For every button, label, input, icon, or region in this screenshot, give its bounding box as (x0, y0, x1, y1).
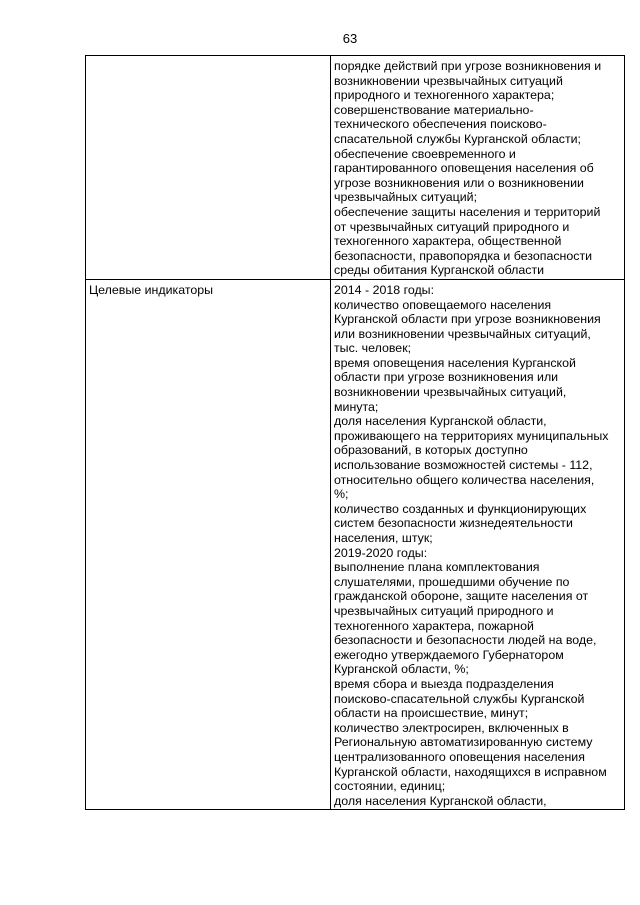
text-line: количество созданных и функционирующих (334, 501, 587, 516)
text-line: 2014 - 2018 годы: (334, 282, 435, 297)
text-line: состоянии, единиц; (334, 779, 446, 794)
text-line: использование возможностей системы - 112, (334, 458, 593, 473)
text-line: доля населения Курганской области, (334, 414, 547, 429)
text-line: %; (334, 487, 349, 502)
text-line: техногенного характера, пожарной (334, 618, 534, 633)
row-content-cell (331, 56, 625, 280)
text-line: ежегодно утверждаемого Губернатором (334, 647, 564, 662)
text-line: совершенствование материально- (334, 102, 534, 117)
text-line: количество оповещаемого населения (334, 297, 552, 312)
page-number: 63 (342, 31, 358, 46)
text-line: тыс. человек; (334, 341, 412, 356)
text-line: безопасности и безопасности людей на воде, (334, 633, 597, 648)
text-line: порядке действий при угрозе возникновения и (334, 59, 602, 73)
text-line: доля населения Курганской области, (334, 793, 547, 808)
target-indicators-content (331, 279, 625, 809)
text-line: Региональную автоматизированную систему (334, 735, 593, 750)
program-passport-table (85, 55, 625, 810)
text-line: чрезвычайных ситуаций природного и (334, 603, 554, 618)
text-line: образований, в которых доступно (334, 443, 528, 458)
text-line: природного и техногенного характера; (334, 88, 555, 103)
text-line: обеспечение защиты населения и территорий (334, 204, 601, 219)
text-line: время оповещения населения Курганской (334, 355, 576, 370)
text-line: безопасности, правопорядка и безопасности (334, 248, 593, 263)
text-line: Курганской области, %; (334, 662, 469, 677)
table-row-goals-continuation (86, 56, 625, 280)
text-line: техногенного характера, общественной (334, 234, 562, 249)
text-line: слушателями, прошедшими обучение по (334, 574, 570, 589)
text-line: чрезвычайных ситуаций; (334, 190, 478, 205)
text-line: области при угрозе возникновения или (334, 370, 559, 385)
text-line: время сбора и выезда подразделения (334, 676, 554, 691)
text-line: выполнение плана комплектования (334, 560, 540, 575)
text-line: централизованного оповещения населения (334, 749, 585, 764)
text-line: спасательной службы Курганской области; (334, 131, 581, 146)
row-label-cell (86, 56, 331, 280)
text-line: обеспечение своевременного и (334, 146, 516, 161)
text-line: области на происшествие, минут; (334, 706, 529, 721)
text-line: поисково-спасательной службы Курганской (334, 691, 585, 706)
text-line: или возникновении чрезвычайных ситуаций, (334, 326, 591, 341)
text-line: гарантированного оповещения населения об (334, 161, 594, 176)
text-line: Курганской области при угрозе возникновения (334, 312, 601, 327)
text-line: 2019-2020 годы: (334, 545, 428, 560)
target-indicators-label: Целевые индикаторы (86, 279, 331, 809)
text-line: проживающего на территориях муниципальных (334, 428, 609, 443)
text-line: гражданской обороне, защите населения от (334, 589, 589, 604)
text-line: технического обеспечения поисково- (334, 117, 547, 132)
text-line: количество электросирен, включенных в (334, 720, 569, 735)
text-line: населения, штук; (334, 531, 433, 545)
text-line: среды обитания Курганской области (334, 263, 545, 278)
text-line: от чрезвычайных ситуаций природного и (334, 219, 570, 234)
text-line: угрозе возникновения или о возникновении (334, 175, 584, 190)
text-line: относительно общего количества населения, (334, 472, 595, 487)
text-line: Курганской области, находящихся в исправном (334, 764, 607, 779)
text-line: возникновении чрезвычайных ситуаций (334, 73, 563, 88)
text-line: минута; (334, 399, 379, 414)
text-line: систем безопасности жизнедеятельности (334, 516, 573, 531)
table-row-target-indicators (86, 279, 625, 809)
text-line: возникновении чрезвычайных ситуаций, (334, 385, 567, 400)
